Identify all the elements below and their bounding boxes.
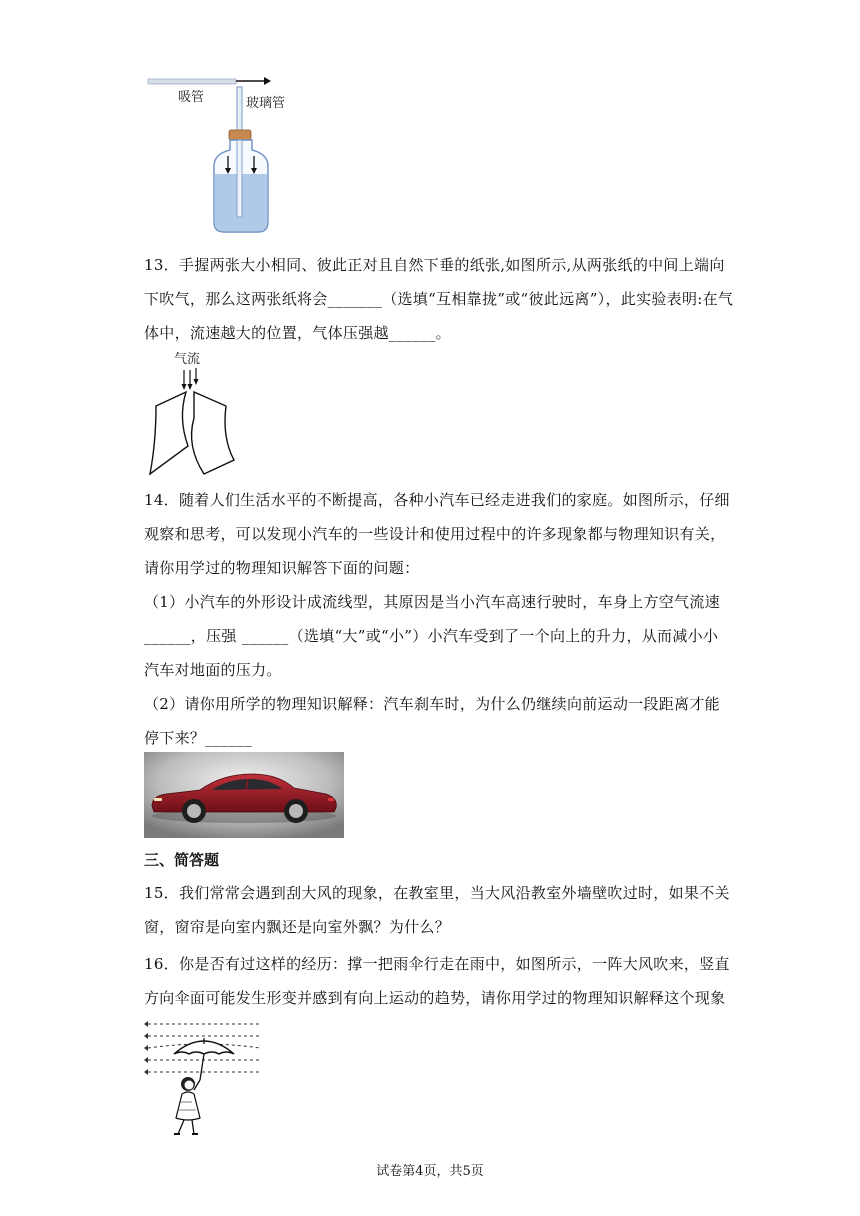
q14-line-1: 14．随着人们生活水平的不断提高，各种小汽车已经走进我们的家庭。如图所示，仔细 [144, 491, 730, 509]
straw-label: 吸管 [178, 90, 205, 105]
question-15 [144, 876, 730, 944]
umbrella-handle [200, 1054, 204, 1080]
person-dress [176, 1092, 200, 1120]
q14-line-2: 观察和思考，可以发现小汽车的一些设计和使用过程中的许多现象都与物理知识有关， [144, 525, 726, 543]
q15-line-2: 窗，窗帘是向室内飘还是向室外飘？为什么？ [144, 918, 451, 936]
right-paper-sheet [192, 392, 234, 474]
q13-line-1: 13．手握两张大小相同、彼此正对且自然下垂的纸张,如图所示,从两张纸的中间上端向 [144, 256, 725, 274]
stopper-shape [229, 130, 251, 140]
q14-sub1-line-3: 汽车对地面的压力。 [144, 661, 282, 679]
q15-line-1: 15．我们常常会遇到刮大风的现象，在教室里，当大风沿教室外墙壁吹过时，如果不关 [144, 884, 730, 902]
question-14 [144, 483, 730, 755]
section-3-heading: 三、简答题 [144, 851, 220, 869]
q14-sub2-line-1: （2）请你用所学的物理知识解释：汽车刹车时，为什么仍继续向前运动一段距离才能 [144, 695, 720, 713]
q14-sub1-line-2: ______，压强 ______（选填“大”或“小”）小汽车受到了一个向上的升力，从而减小小 [144, 627, 719, 645]
q14-sub1-line-1: （1）小汽车的外形设计成流线型，其原因是当小汽车高速行驶时，车身上方空气流速 [144, 593, 720, 611]
paper-figure [142, 348, 242, 478]
bottle-figure [140, 70, 310, 240]
airflow-label: 气流 [174, 352, 201, 367]
umbrella-diagram [144, 1018, 264, 1142]
q16-line-2: 方向伞面可能发生形变并感到有向上运动的趋势，请你用学过的物理知识解释这个现象 [144, 989, 726, 1007]
q14-sub2-line-2: 停下来？______ [144, 729, 253, 747]
q13-line-3: 体中，流速越大的位置，气体压强越______。 [144, 324, 451, 342]
question-16 [144, 947, 730, 1015]
paper-diagram [142, 348, 242, 478]
straw-shape [148, 79, 236, 84]
q14-line-3: 请你用学过的物理知识解答下面的问题： [144, 559, 420, 577]
q16-line-1: 16．你是否有过这样的经历：撑一把雨伞行走在雨中，如图所示，一阵大风吹来，竖直 [144, 955, 730, 973]
left-paper-sheet [150, 392, 188, 474]
airflow-arrow-head [264, 77, 271, 85]
car-illustration [144, 752, 344, 838]
q13-line-2: 下吹气，那么这两张纸将会_______（选填“互相靠拢”或“彼此远离”），此实验表明:在气 [144, 290, 734, 308]
question-13 [144, 248, 734, 350]
glass-tube-label: 玻璃管 [246, 96, 286, 111]
umbrella-figure [144, 1018, 264, 1142]
car-photo [144, 752, 344, 838]
page-footer: 试卷第4页，共5页 [376, 1164, 484, 1179]
